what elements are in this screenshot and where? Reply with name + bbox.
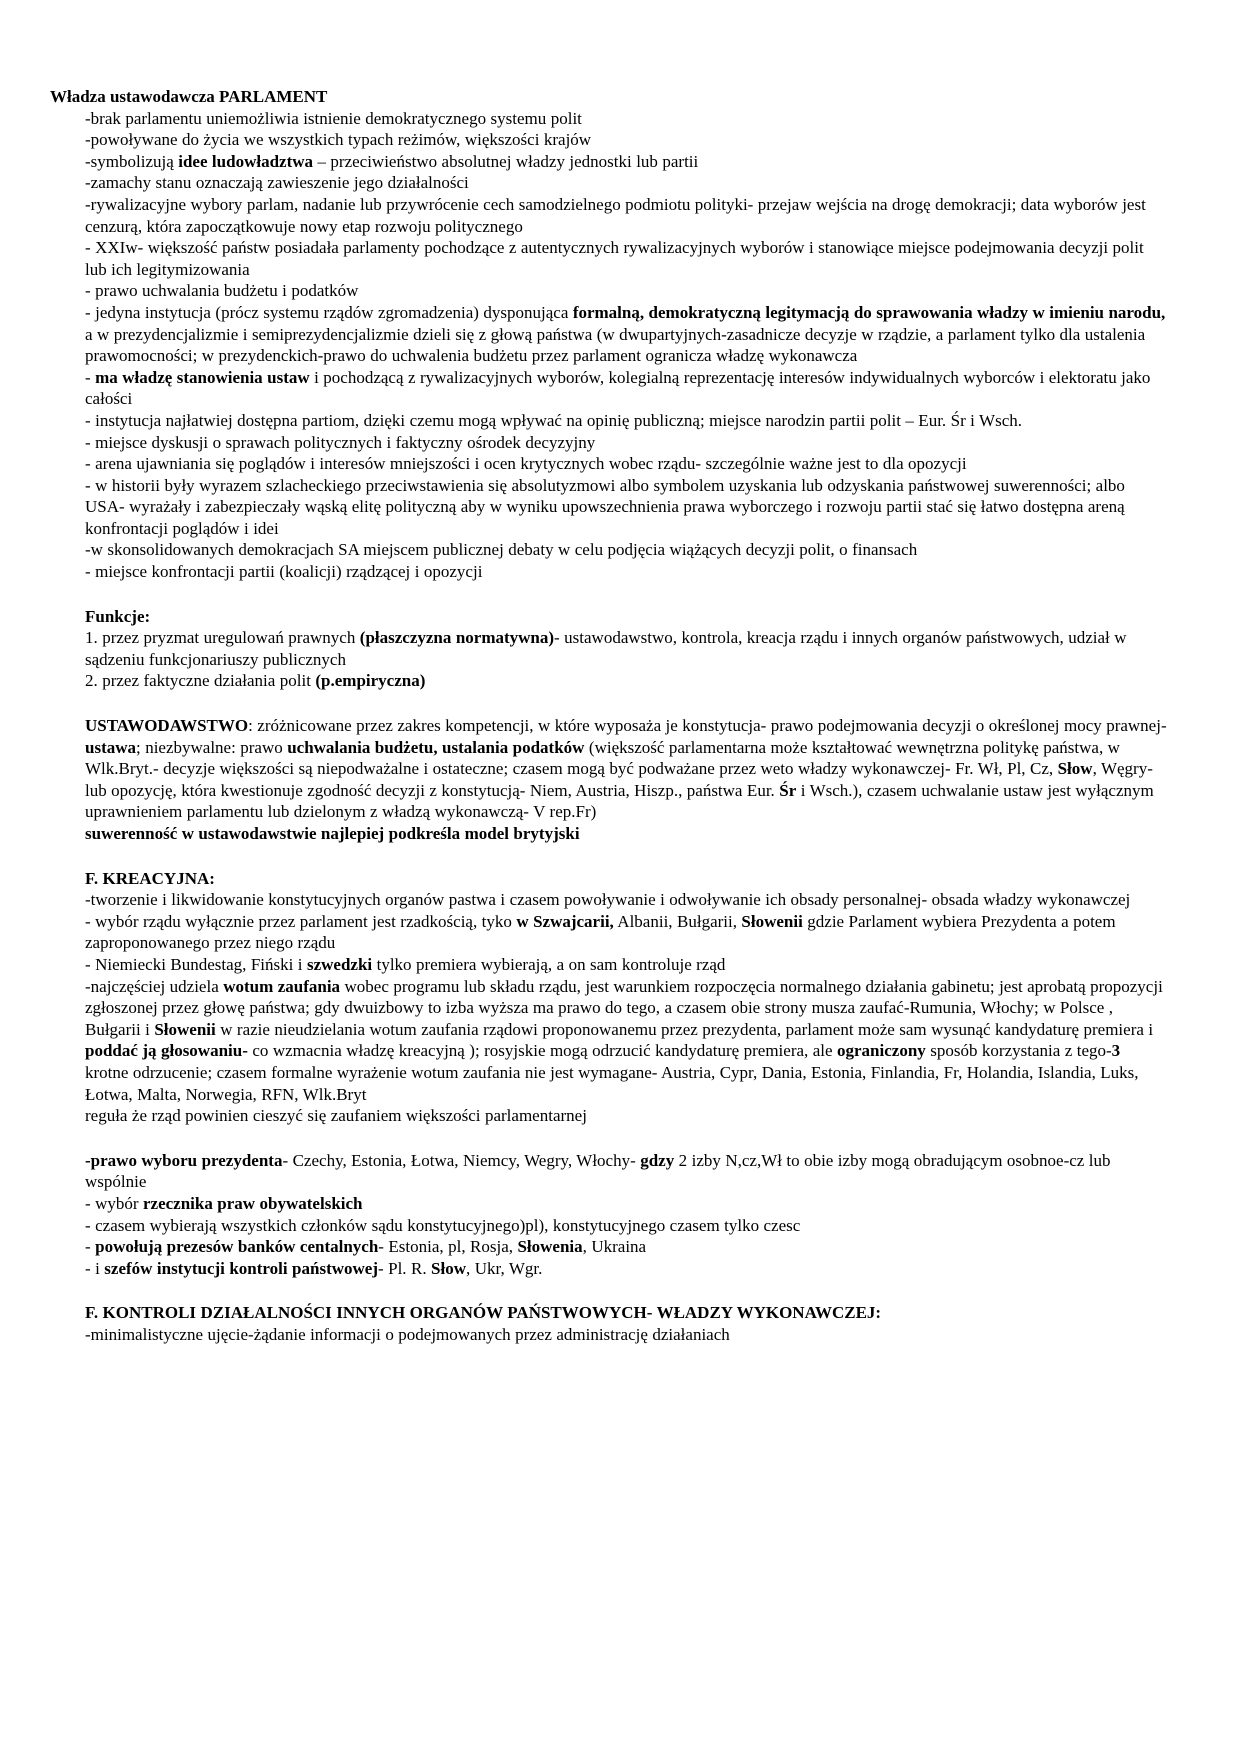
text: - i bbox=[85, 1258, 105, 1278]
text: w razie nieudzielania wotum zaufania rządowi proponowanemu przez prezydenta, parlament może sam wysunąć kandydaturę premiera i bbox=[215, 1019, 1154, 1039]
text: -zamachy stanu oznaczają zawieszenie jego działalności bbox=[85, 173, 469, 193]
bold-text: Funkcje: bbox=[85, 606, 151, 626]
paragraph bbox=[85, 1150, 1168, 1193]
text: - czasem wybierają wszystkich członków sądu konstytucyjnego)pl), konstytucyjnego czasem tylko czesc bbox=[85, 1215, 801, 1235]
text: - bbox=[85, 367, 96, 387]
bold-text: ustawa bbox=[85, 737, 137, 757]
paragraph bbox=[85, 108, 1168, 130]
paragraph bbox=[85, 302, 1168, 367]
text: a w prezydencjalizmie i semiprezydencjalizmie dzieli się z głową państwa (w dwupartyjnych-zasadnicze decyzje w rządzie, a parlament tylko dla ustalenia prawomocności; w prezydenckich-prawo do uchwalenia budżetu przez parlament ogranicza władzę wykonawcza bbox=[85, 324, 1146, 366]
paragraph bbox=[85, 976, 1168, 1106]
text: - w historii były wyrazem szlacheckiego przeciwstawienia się absolutyzmowi albo symbolem uzyskania lub odzyskania państwowej suwerenności; albo USA- wyrażały i zabezpieczały wąską elitę polityczną aby w wyniku upowszechnienia prawa wyborczego i rozwoju partii stać się łatwo dostępna areną konfrontacji poglądów i idei bbox=[85, 475, 1125, 538]
paragraph bbox=[85, 432, 1168, 454]
paragraph bbox=[85, 1258, 1168, 1280]
text: - Czechy, Estonia, Łotwa, Niemcy, Wegry, Włochy- bbox=[282, 1150, 641, 1170]
text: , Ukraina bbox=[582, 1237, 647, 1257]
bold-text: suwerenność w ustawodawstwie najlepiej podkreśla model brytyjski bbox=[85, 824, 580, 843]
bold-text: F. KONTROLI DZIAŁALNOŚCI INNYCH ORGANÓW PAŃSTWOWYCH- WŁADZY WYKONAWCZEJ: bbox=[85, 1303, 882, 1323]
paragraph bbox=[85, 194, 1168, 237]
bold-text: szefów instytucji kontroli państwowej bbox=[104, 1258, 378, 1278]
bold-text: USTAWODAWSTWO bbox=[85, 716, 249, 736]
text: - Niemiecki Bundestag, Fiński i bbox=[85, 954, 307, 974]
bold-text: Słowenii bbox=[741, 911, 803, 931]
text: : zróżnicowane przez zakres kompetencji, w które wyposaża je konstytucja- prawo podejmowania decyzji o określonej mocy prawnej- bbox=[248, 716, 1167, 736]
document-body bbox=[85, 108, 1168, 1346]
bold-text: ma władzę stanowienia ustaw bbox=[95, 367, 310, 387]
paragraph bbox=[85, 889, 1168, 911]
paragraph bbox=[85, 151, 1168, 173]
paragraph bbox=[85, 1302, 1168, 1324]
text: 2 izby N,cz,Wł to obie izby mogą obradującym osobnoe-cz lub wspólnie bbox=[85, 1150, 1111, 1192]
paragraph bbox=[85, 280, 1168, 302]
bold-text: -prawo wyboru prezydenta bbox=[85, 1150, 283, 1170]
text: -w skonsolidowanych demokracjach SA miejscem publicznej debaty w celu podjęcia wiążących decyzji polit, o finansach bbox=[85, 540, 918, 560]
text: ; niezbywalne: prawo bbox=[136, 737, 288, 757]
bold-text: w Szwajcarii, bbox=[516, 911, 614, 931]
text: -minimalistyczne ujęcie-żądanie informacji o podejmowanych przez administrację działaniach bbox=[85, 1324, 730, 1344]
text: wobec programu lub składu rządu, jest warunkiem rozpoczęcia normalnego działania gabinetu; jest aprobatą propozycji zgłoszonej przez głowę państwa; gdy dwuizbowy to izba wyższa ma prawo do tego, a czasem obie strony musza zaufać-Rumunia, Włochy; w Polsce , Bułgarii i bbox=[85, 976, 1163, 1039]
text: co wzmacnia władzę kreacyjną ); rosyjskie mogą odrzucić kandydaturę premiera, ale bbox=[247, 1041, 837, 1061]
paragraph bbox=[85, 823, 1168, 845]
text: - jedyna instytucja (prócz systemu rządów zgromadzenia) dysponująca bbox=[85, 302, 573, 322]
document-title: Władza ustawodawcza PARLAMENT bbox=[50, 87, 328, 106]
text: tylko premiera wybierają, a on sam kontroluje rząd bbox=[372, 954, 726, 974]
text: sposób korzystania z tego- bbox=[925, 1041, 1112, 1061]
text: - wybór rządu wyłącznie przez parlament jest rzadkością, tyko bbox=[85, 911, 517, 931]
text: krotne odrzucenie; czasem formalne wyrażenie wotum zaufania nie jest wymagane- Austria, Cypr, Dania, Estonia, Finlandia, Fr, Holandia, Islandia, Luks, Łotwa, Malta, Norwegia, RFN, Wlk.Bryt bbox=[85, 1062, 1139, 1104]
bold-text: (p.empiryczna) bbox=[315, 671, 426, 691]
text: -rywalizacyjne wybory parlam, nadanie lub przywrócenie cech samodzielnego podmiotu polityki- przejaw wejścia na drogę demokracji; data wyborów jest cenzurą, która zapoczątkowuje nowy etap rozwoju politycznego bbox=[85, 194, 1146, 236]
text: Albanii, Bułgarii, bbox=[613, 911, 742, 931]
paragraph bbox=[85, 954, 1168, 976]
bold-text: uchwalania budżetu, ustalania podatków bbox=[287, 737, 585, 757]
paragraph bbox=[85, 453, 1168, 475]
text: i pochodzącą z rywalizacyjnych wyborów, kolegialną reprezentację interesów indywidualnych wyborców i elektoratu jako całości bbox=[85, 367, 1151, 409]
paragraph bbox=[85, 606, 1168, 628]
text: - miejsce dyskusji o sprawach politycznych i faktyczny ośrodek decyzyjny bbox=[85, 432, 596, 452]
paragraph bbox=[85, 1324, 1168, 1346]
text: -brak parlamentu uniemożliwia istnienie demokratycznego systemu polit bbox=[85, 108, 582, 128]
text: -tworzenie i likwidowanie konstytucyjnych organów pastwa i czasem powoływanie i odwoływanie ich obsady personalnej- obsada władzy wykonawczej bbox=[85, 890, 1131, 910]
bold-text: (płaszczyzna normatywna) bbox=[359, 628, 555, 648]
paragraph bbox=[85, 670, 1168, 692]
paragraph bbox=[85, 715, 1168, 823]
bold-text: Słow bbox=[431, 1258, 466, 1278]
text: reguła że rząd powinien cieszyć się zaufaniem większości parlamentarnej bbox=[85, 1106, 587, 1126]
text: - XXIw- większość państw posiadała parlamenty pochodzące z autentycznych rywalizacyjnych wyborów i stanowiące miejsce podejmowania decyzji polit lub ich legitymizowania bbox=[85, 238, 1144, 279]
paragraph bbox=[85, 172, 1168, 194]
text: - prawo uchwalania budżetu i podatków bbox=[85, 281, 359, 301]
bold-text: formalną, demokratyczną legitymacją do sprawowania władzy w imieniu narodu, bbox=[572, 302, 1166, 322]
paragraph bbox=[85, 539, 1168, 561]
bold-text: wotum zaufania bbox=[223, 976, 341, 996]
paragraph bbox=[85, 627, 1168, 670]
text: -symbolizują bbox=[85, 151, 179, 171]
text: gdzie Parlament wybiera Prezydenta a potem zaproponowanego przez niego rządu bbox=[85, 911, 1116, 953]
bold-text: gdzy bbox=[640, 1150, 675, 1170]
paragraph bbox=[85, 1236, 1168, 1258]
text: - bbox=[85, 1237, 96, 1257]
bold-text: Śr bbox=[779, 780, 797, 800]
text: - instytucja najłatwiej dostępna partiom, dzięki czemu mogą wpływać na opinię publiczną; miejsce narodzin partii polit – Eur. Śr i Wsch. bbox=[85, 410, 1023, 430]
text: i Wsch.), czasem uchwalanie ustaw jest wyłącznym uprawnieniem parlamentu lub dzielonym z władzą wykonawczą- V rep.Fr) bbox=[85, 780, 1154, 822]
text: , Ukr, Wgr. bbox=[466, 1258, 543, 1278]
bold-text: Słowenia bbox=[517, 1237, 583, 1257]
paragraph bbox=[85, 367, 1168, 410]
text: -najczęściej udziela bbox=[85, 976, 224, 996]
paragraph bbox=[85, 1105, 1168, 1127]
paragraph bbox=[85, 237, 1168, 280]
text: , Węgry- lub opozycję, która kwestionuje zgodność decyzji z konstytucją- Niem, Austria, Hiszp., państwa Eur. bbox=[85, 759, 1153, 800]
text: 1. przez pryzmat uregulowań prawnych bbox=[85, 628, 360, 648]
bold-text: Słow bbox=[1057, 759, 1093, 779]
paragraph bbox=[85, 868, 1168, 890]
paragraph bbox=[85, 475, 1168, 540]
text: - wybór bbox=[85, 1193, 143, 1213]
paragraph bbox=[85, 1193, 1168, 1215]
bold-text: rzecznika praw obywatelskich bbox=[143, 1193, 363, 1213]
text: (większość parlamentarna może kształtować wewnętrzna politykę państwa, w Wlk.Bryt.- decyzje większości są niepodważalne i ostateczne; czasem mogą być podważane przez weto władzy wykonawczej- Fr. Wł, Pl, Cz, bbox=[85, 737, 1120, 779]
bold-text: F. KREACYJNA: bbox=[85, 868, 215, 888]
bold-text: Słowenii bbox=[154, 1019, 216, 1039]
bold-text: idee ludowładztwa bbox=[178, 151, 314, 171]
bold-text: powołują prezesów banków centalnych bbox=[95, 1237, 379, 1257]
text: – przeciwieństwo absolutnej władzy jednostki lub partii bbox=[313, 151, 699, 171]
text: - ustawodawstwo, kontrola, kreacja rządu i innych organów państwowych, udział w sądzeniu funkcjonariuszy publicznych bbox=[85, 628, 1127, 669]
bold-text: poddać ją głosowaniu- bbox=[85, 1041, 248, 1061]
paragraph bbox=[85, 410, 1168, 432]
text: 2. przez faktyczne działania polit bbox=[85, 671, 316, 691]
text: - Estonia, pl, Rosja, bbox=[378, 1237, 518, 1257]
paragraph bbox=[85, 561, 1168, 583]
paragraph bbox=[85, 1215, 1168, 1237]
bold-text: szwedzki bbox=[306, 954, 373, 974]
text: - Pl. R. bbox=[378, 1258, 432, 1278]
text: - arena ujawniania się poglądów i interesów mniejszości i ocen krytycznych wobec rządu- szczególnie ważne jest to dla opozycji bbox=[85, 454, 967, 474]
bold-text: ograniczony bbox=[837, 1041, 926, 1061]
paragraph bbox=[85, 129, 1168, 151]
paragraph bbox=[85, 911, 1168, 954]
bold-text: 3 bbox=[1111, 1041, 1121, 1061]
text: - miejsce konfrontacji partii (koalicji) rządzącej i opozycji bbox=[85, 562, 483, 582]
text: -powoływane do życia we wszystkich typach reżimów, większości krajów bbox=[85, 130, 592, 150]
